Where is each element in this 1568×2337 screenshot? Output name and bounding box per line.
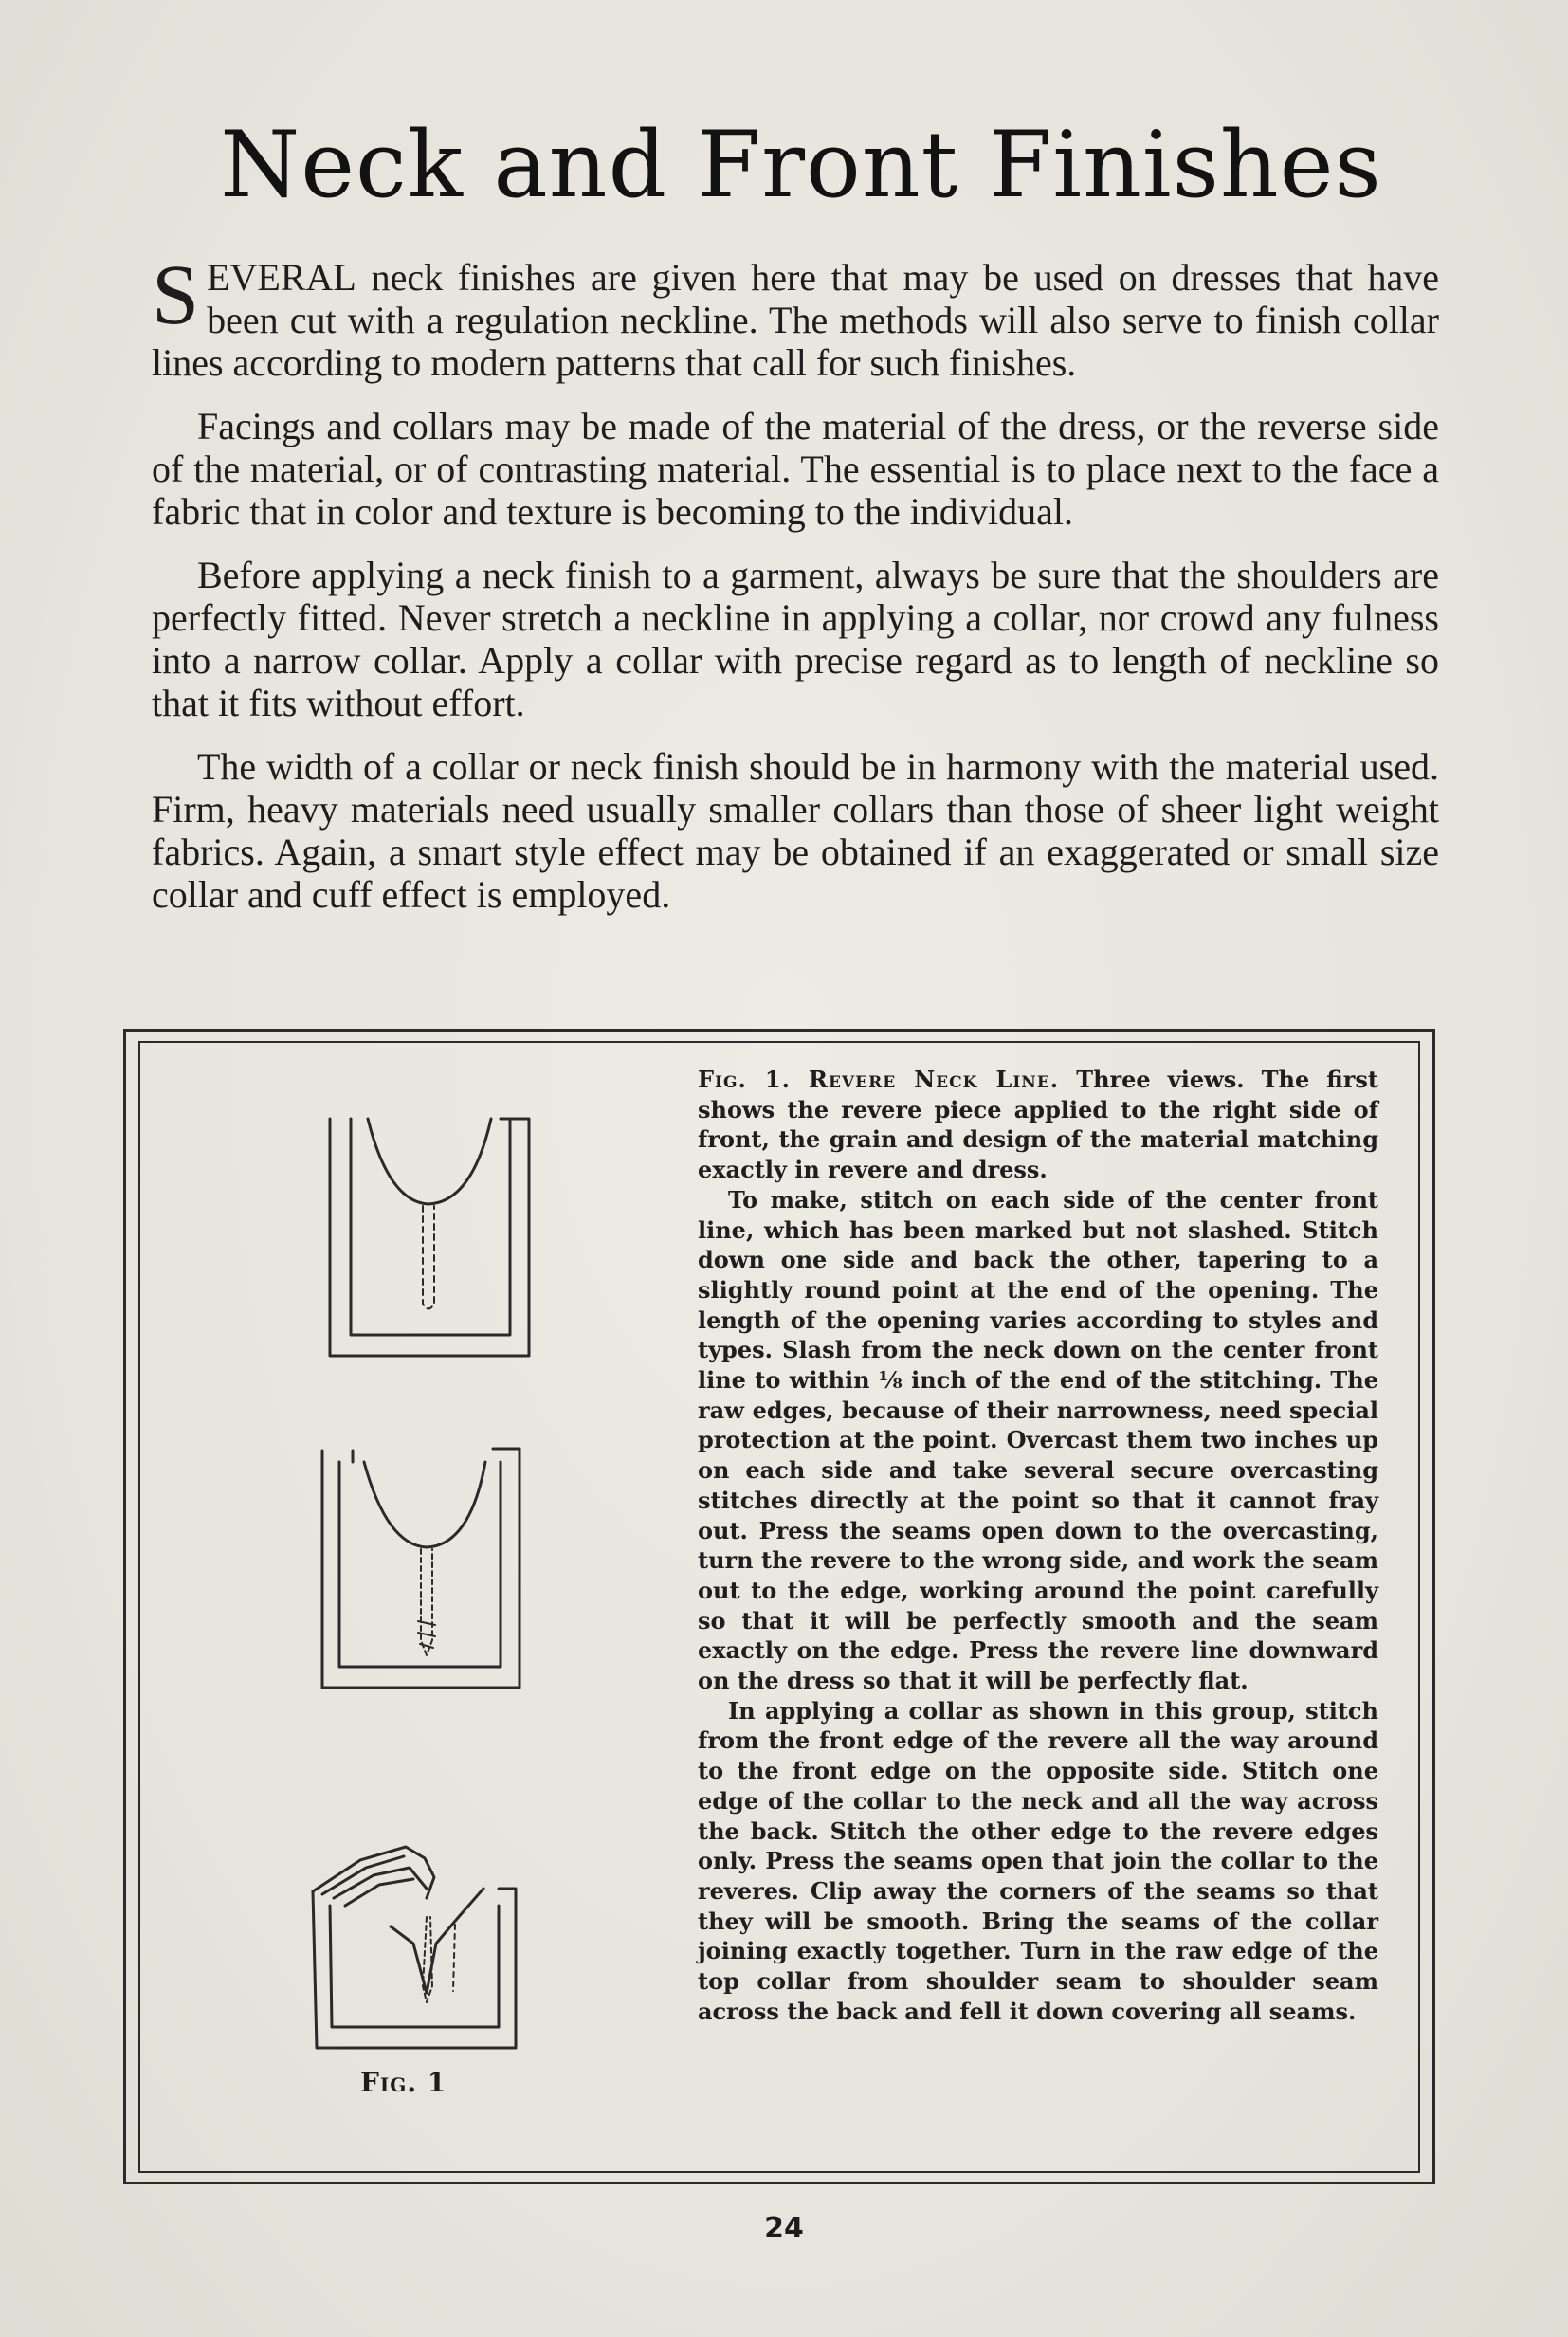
caption-paragraph-3: In applying a collar as shown in this group, stitch from the front edge of the revere all the way around to the front edge on the opposite side. Stitch one edge of the collar to the neck and all the way across the back. Stitch the other edge to the revere edges only. Press the seams open that join the collar to the reveres. Clip away the corners of the seams so that they will be smooth. Bring the seams of the collar joining exactly together. Turn in the raw edge of the top collar from shoulder seam to shoulder seam across the back and fell it down covering all seams.: [698, 1696, 1378, 2025]
figure-caption: [698, 1065, 1378, 2027]
revere-neck-illustration: [284, 1090, 569, 2114]
paragraph-4: The width of a collar or neck finish should be in harmony with the material used. Firm, heavy materials need usually smaller collars than those of sheer light weight fabrics. Again, a smart style effect may be obtained if an exaggerated or small size collar and cuff effect is employed.: [152, 745, 1439, 916]
paragraph-1-text: neck finishes are given here that may be used on dresses that have been cut with a regulation neckline. The methods will also serve to finish collar lines according to modern patterns that call for such finishes.: [152, 256, 1439, 384]
opening-word: EVERAL: [207, 256, 356, 299]
caption-paragraph-1: [698, 1065, 1378, 1185]
view-3-garment-with-collar: [313, 1847, 516, 2048]
view-2-garment-front: [322, 1449, 520, 1688]
page-title: Neck and Front Finishes: [220, 112, 1382, 218]
figure-label: Fig. 1: [360, 2067, 447, 2098]
paragraph-3: Before applying a neck finish to a garment, always be sure that the shoulders are perfectly fitted. Never stretch a neckline in applying a collar, nor crowd any fulness into a narrow collar. Apply a collar with precise regard as to length of neckline so that it fits without effort.: [152, 554, 1439, 724]
page-number: 24: [764, 2212, 804, 2245]
view-1-garment-front: [330, 1119, 529, 1356]
caption-paragraph-1-text: Three views. The first shows the revere piece applied to the right side of front, the grain and design of the material matching exactly in revere and dress.: [698, 1066, 1378, 1184]
drop-cap: S: [152, 248, 200, 342]
caption-paragraph-2: To make, stitch on each side of the center front line, which has been marked but not slashed. Stitch down one side and back the other, tapering to a slightly round point at the end of the opening. The length of the opening varies according to styles and types. Slash from the neck down on the center front line to within ⅛ inch of the end of the stitching. The raw edges, because of their narrowness, need special protection at the point. Overcast them two inches up on each side and take several secure overcasting stitches directly at the point so that it cannot fray out. Press the seams open down to the overcasting, turn the revere to the wrong side, and work the seam out to the edge, working around the point carefully so that it will be perfectly smooth and the seam exactly on the edge. Press the revere line downward on the dress so that it will be perfectly flat.: [698, 1185, 1378, 1695]
caption-lead: Fig. 1. Revere Neck Line.: [698, 1066, 1060, 1093]
article-body: [152, 248, 1439, 937]
paragraph-2: Facings and collars may be made of the material of the dress, or the reverse side of the material, or of contrasting material. The essential is to place next to the face a fabric that in color and texture is becoming to the individual.: [152, 405, 1439, 533]
paragraph-1: [152, 248, 1439, 384]
